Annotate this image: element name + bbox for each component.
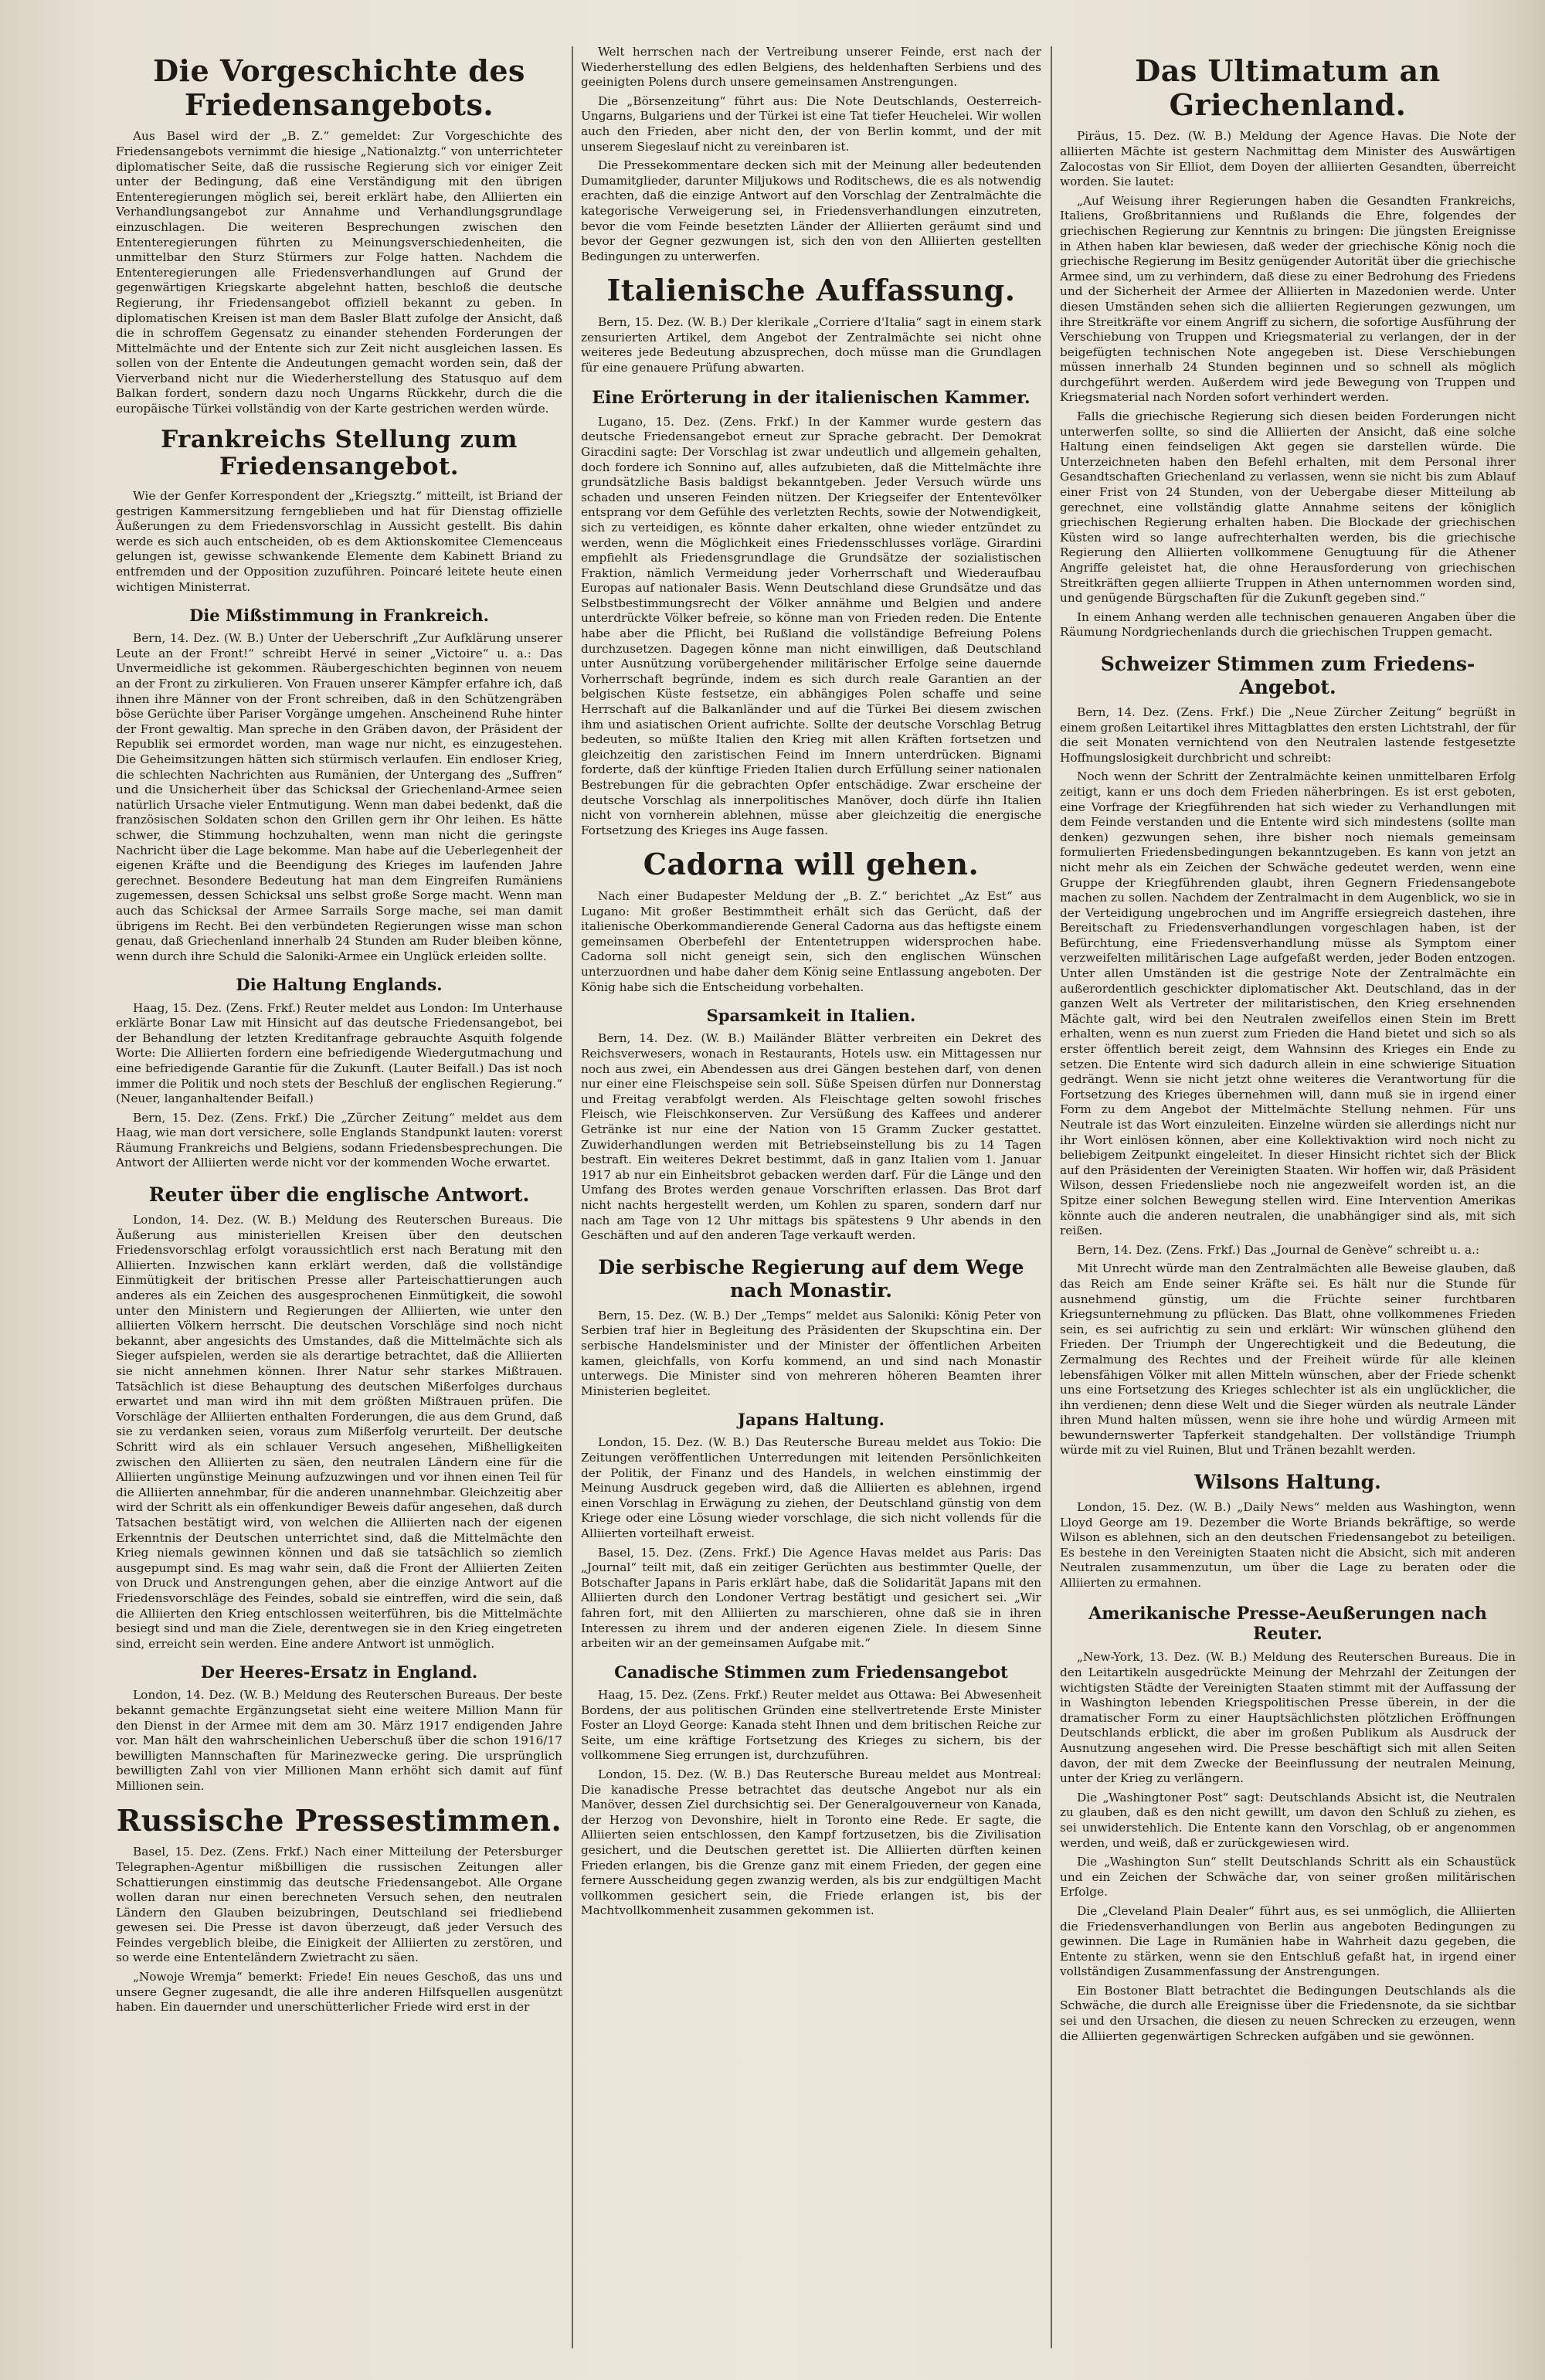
article-paragraph: Die „Washington Sun“ stellt Deutschlands Schritt als ein Schaustück und ein Zeichen der Schwäche dar, von seiner großen militärischen Erfolge. <box>1060 1855 1516 1900</box>
article-paragraph: Lugano, 15. Dez. (Zens. Frkf.) In der Kammer wurde gestern das deutsche Friedensangebot erneut zur Sprache gebracht. Der Demokrat Giracdini sagte: Der Vorschlag ist zwar undeutlich und allgemein gehalten, doch fordere ich Sonnino auf, alles aufzubieten, daß die Mittelmächte ihre grundsätzliche Basis baldigst bekanntgeben. Jeder Versuch würde uns schaden und unseren Feinden nützen. Der Kriegseifer der Ententevölker entsprang vor dem Gefühle des verletzten Rechts, sowie der Notwendigkeit, sich zu verteidigen, es könnte daher erkalten, ohne wieder entzündet zu werden, wenn die Möglichkeit eines Friedensschlusses vorläge. Girardini empfiehlt als Friedensgrundlage die Grundsätze der sozialistischen Fraktion, nämlich Vermeidung jeder Vorherrschaft und Wiederaufbau Europas auf nationaler Basis. Wenn Deutschland diese Grundsätze und das Selbstbestimmungsrecht der Völker annähme und Belgien und andere unterdrückte Völker befreie, so könne man von Frieden reden. Die Entente habe aber die Pflicht, bei Rußland die vollständige Befreiung Polens durchzusetzen. Dagegen könne man nicht einwilligen, daß Deutschland unter Ausnützung vorübergehender militärischer Erfolge seine dauernde Vorherrschaft begründe, indem es sich durch reale Garantien an der belgischen Küste festsetze, ein abhängiges Polen schaffe und seine Herrschaft auf die Balkanländer und auf die Türkei Bei diesem zwischen ihm und asiatischen Orient aufrichte. Sollte der deutsche Vorschlag Betrug bedeuten, so müßte Italien den Krieg mit allen Kräften fortsetzen und gleichzeitig den zaristischen Feind im Innern unterdrücken. Bignami forderte, daß der künftige Frieden Italien durch Erfüllung seiner nationalen Bestrebungen für die gebrachten Opfer entschädige. Zwar erscheine der deutsche Vorschlag als innerpolitisches Manöver, doch dürfe ihn Italien nicht von vornherein ablehnen, müsse aber gleichzeitig die energische Fortsetzung des Krieges ins Auge fassen. <box>581 414 1041 837</box>
article-paragraph: In einem Anhang werden alle technischen genaueren Angaben über die Räumung Nordgriechenlands durch die griechischen Truppen gemacht. <box>1060 609 1516 640</box>
article-paragraph: London, 14. Dez. (W. B.) Meldung des Reuterschen Bureaus. Die Äußerung aus ministeriellen Kreisen über den deutschen Friedensvorschlag erfolgt voraussichtlich erst nach Beratung mit den Alliierten. Inzwischen kann erklärt werden, daß die vollständige Einmütigkeit der britischen Presse aller Parteischattierungen auch anderes als ein Zeichen des ausgesprochenen Einmütigkeit, die sowohl unter den Ministern und Regierungen der Alliierten, wie unter den alliierten Völkern herrscht. Die deutschen Vorschläge sind noch nicht bekannt, aber angesichts des Umstandes, daß die Mittelmächte sich als Sieger aufspielen, werden sie als derartige betrachtet, daß die Alliierten sie nicht annehmen können. Ihrer Natur sehr starkes Mißtrauen. Tatsächlich ist diese Behauptung des deutschen Mißerfolges durchaus erwartet und man wird ihn mit dem größten Mißtrauen prüfen. Die Vorschläge der Alliierten enthalten Forderungen, die aus dem Grund, daß sie zu verdanken seien, voraus zum Mißerfolg verurteilt. Der deutsche Schritt wird als ein schlauer Versuch angesehen, Mißhelligkeiten zwischen den Alliierten zu säen, den neutralen Ländern eine für die Alliierten ungünstige Meinung aufzuzwingen und vor ihnen einen Teil für die Alliierten annehmbar, für die anderen unannehmbar. Gleichzeitig aber wird der Schritt als ein offenkundiger Beweis dafür angesehen, daß durch Tatsachen bestätigt wird, von welchen die Alliierten nach der eigenen Erkenntnis der Deutschen unterrichtet sind, daß die Mittelmächte den Krieg niemals gewinnen können und daß sie tatsächlich so ziemlich ausgepumpt sind. Es mag wahr sein, daß die Front der Alliierten Zeiten von Druck und Anstrengungen gehen, aber die einzige Antwort auf die Friedensvorschläge des Feindes, sobald sie eintreffen, wird die sein, daß die Alliierten den Krieg entschlossen weiterführen, bis die Mittelmächte besiegt sind und man die Ziele, derentwegen sie in den Krieg eingetreten sind, erreicht sein werden. Eine andere Antwort ist unmöglich. <box>116 1213 562 1651</box>
article-paragraph: Die Pressekommentare decken sich mit der Meinung aller bedeutenden Dumamitglieder, darunter Miljukows und Roditschews, die es als notwendig erachten, daß die einzige Antwort auf den Vorschlag der Zentralmächte die kategorische Verweigerung sei, in Friedensverhandlungen einzutreten, bevor die vom Feinde besetzten Länder der Alliierten geräumt sind und bevor der Gegner gezwungen ist, sich den von den Alliierten gestellten Bedingungen zu unterwerfen. <box>581 158 1041 263</box>
headline-italienische-auffassung: Italienische Auffassung. <box>606 273 1016 308</box>
headline-amerikanische-presse: Amerikanische Presse-Aeußerungen nach Reuter. <box>1088 1603 1487 1645</box>
article-paragraph: Bern, 14. Dez. (Zens. Frkf.) Die „Neue Zürcher Zeitung“ begrüßt in einem großen Leitartikel ihres Mittagblattes den ersten Lichtstrahl, der für die seit Monaten vernichtend von den Neutralen lastende festgesetzte Hoffnungslosigkeit durchbricht und schreibt: <box>1060 704 1516 765</box>
article-paragraph: Mit Unrecht würde man den Zentralmächten alle Beweise glauben, daß das Reich am Ende seiner Kräfte sei. Es hält nur die Stunde für ausnehmend günstig, um die Früchte seiner furchtbaren Kriegsunternehmung zu pflücken. Das Blatt, ohne vollkommenes Frieden sein, es sei aufrichtig zu sein und erklärt: Wir wünschen glühend den Frieden. Der Triumph der Ungerechtigkeit und die Bedeutung, die Zermalmung des Rechtes und der Freiheit würde für alle kleinen lebensfähigen Völker mit allen Mitteln wünschen, aber der Friede schenkt uns eine Fortsetzung des Krieges schlechter ist als ein unglücklicher, die ihn verdienen; denn diese Welt und die Sieger würden als neutrale Länder ihren Mund halten müssen, wenn sie ihre hohe und würdig Armeen mit bewundernswerter Tapferkeit standgehalten. Der vollständige Triumph würde mit zu viel Ruinen, Blut und Tränen bezahlt werden. <box>1060 1261 1516 1458</box>
column-rule-left <box>572 46 573 2348</box>
article-paragraph: Bern, 14. Dez. (W. B.) Mailänder Blätter verbreiten ein Dekret des Reichsverwesers, wonach in Restaurants, Hotels usw. ein Mittagessen nur noch aus zwei, ein Abendessen aus drei Gängen bestehen darf, von denen nur einer eine Fleischspeise sein soll. Süße Speisen dürfen nur Donnerstag und Freitag verabfolgt werden. Als Fleischtage gelten sowohl frisches Fleisch, wie Fleischkonserven. Zur Versüßung des Kaffees und anderer Getränke ist nur eine der Nation von 15 Gramm Zucker gestattet. Zuwiderhandlungen werden mit Betriebseinstellung bis zu 14 Tagen bestraft. Ein weiteres Dekret bestimmt, daß in ganz Italien vom 1. Januar 1917 ab nur ein Einheitsbrot gebacken werden darf. Für die Länge und den Umfang des Brotes werden genaue Vorschriften erlassen. Das Brot darf nicht nachts hergestellt werden, um Kohlen zu sparen, sondern darf nur nach am Tage von 12 Uhr mittags bis spätestens 9 Uhr abends in den Geschäften und auf den anderen Tage verkauft werden. <box>581 1031 1041 1243</box>
article-paragraph: Welt herrschen nach der Vertreibung unserer Feinde, erst nach der Wiederherstellung des edlen Belgiens, des heldenhaften Serbiens und des geeinigten Polens durch unsere gemeinsamen Anstrengungen. <box>581 45 1041 90</box>
headline-ultimatum-griechenland: Das Ultimatum an Griechenland. <box>1135 53 1441 122</box>
article-paragraph: London, 15. Dez. (W. B.) „Daily News“ melden aus Washington, wenn Lloyd George am 19. Dezember die Worte Briands bekräftige, so werde Wilson es ablehnen, sich an den deutschen Friedensangebot zu beteiligen. Es bestehe in den Vereinigten Staaten nicht die Absicht, sich mit anderen Neutralen zusammenzutun, um über die Lage zu beraten oder die Alliierten zu ermahnen. <box>1060 1500 1516 1591</box>
article-paragraph: Bern, 14. Dez. (W. B.) Unter der Ueberschrift „Zur Aufklärung unserer Leute an der Front!“ schreibt Hervé in seiner „Victoire“ u. a.: Das Unvermeidliche ist gekommen. Räubergeschichten beginnen von neuem an der Front zu zirkulieren. Von Frauen unserer Kämpfer erfahre ich, daß ihnen ihre Männer von der Front schreiben, daß in den Schützengräben böse Gerüchte über Pariser Vorgänge umgehen. Anscheinend Ruhe hinter der Front gewaltig. Man spreche in den Gräben davon, der Präsident der Republik sei ermordet worden, man wage nur nicht, es einzugestehen. Die Geheimsitzungen hätten sich stürmisch verlaufen. Ein endloser Krieg, die schlechten Nachrichten aus Rumänien, der Untergang des „Suffren“ und die Unsicherheit über das Schicksal der Griechenland-Armee seien natürlich Ursache vieler Entmutigung. Wenn man dabei bedenkt, daß die französischen Soldaten schon den Grillen gern ihr Ohr leihen. Es hätte schwer, die Stimmung hochzuhalten, wenn man nicht die geringste Nachricht über die Lage bekomme. Man habe auf die Ueberlegenheit der eigenen Kräfte und die Beendigung des Krieges im laufenden Jahre gerechnet. Besondere Bedeutung hat man dem Eingreifen Rumäniens zugemessen, dessen Schicksal uns selbst große Sorge macht. Wenn man auch das Schicksal der Armee Sarrails Sorge mache, sei man damit übrigens im Recht. Bei den verbündeten Regierungen wisse man schon genau, daß Griechenland innerhalb 24 Stunden am Ruder bleiben könne, wenn durch ihre Schuld die Saloniki-Armee ein Unglück erleiden sollte. <box>116 631 562 963</box>
subheadline-japans-haltung: Japans Haltung. <box>738 1410 885 1430</box>
column-left <box>116 45 562 2355</box>
article-paragraph: Bern, 14. Dez. (Zens. Frkf.) Das „Journal de Genève“ schreibt u. a.: <box>1077 1242 1480 1257</box>
article-paragraph: Aus Basel wird der „B. Z.“ gemeldet: Zur Vorgeschichte des Friedensangebots vernimmt die hiesige „Nationalztg.“ von unterrichteter diplomatischer Seite, daß die russische Regierung sich vor einiger Zeit unter der Bedingung, daß eine Verständigung mit den übrigen Ententeregierungen möglich sei, bereit erklärt habe, den Alliierten ein Verhandlungsangebot zur Annahme und Verhandlungsgrundlage einzuschlagen. Die weiteren Besprechungen zwischen den Ententeregierungen führten zu Meinungsverschiedenheiten, die unmittelbar den Sturz Stürmers zur Folge hatten. Nachdem die Ententeregierungen alle Friedensverhandlungen auf Grund der gegenwärtigen Kriegskarte abgelehnt hatten, beschloß die deutsche Regierung, ihr Friedensangebot offiziell bekannt zu geben. In diplomatischen Kreisen ist man dem Basler Blatt zufolge der Ansicht, daß die in schroffem Gegensatz zu einander stehenden Forderungen der Mittelmächte und der Entente sich zur Zeit nicht ausgleichen lassen. Es sollen von der Entente die Andeutungen gemacht worden sein, daß der Vierverband nicht nur die Wiederherstellung des Statusquo auf dem Balkan fordert, sondern dazu noch Ungarns Rückkehr, durch die die europäische Türkei vollständig von der Karte gestrichen werden würde. <box>116 129 562 416</box>
article-paragraph: Die „Washingtoner Post“ sagt: Deutschlands Absicht ist, die Neutralen zu glauben, daß es den nicht gewillt, um davon den Schluß zu ziehen, es sei unwiderstehlich. Die Entente kann den Vorschlag, ob er angenommen werden, und weiß, daß er zurückgewiesen wird. <box>1060 1790 1516 1850</box>
subheadline-englands-haltung: Die Haltung Englands. <box>236 975 443 995</box>
column-right <box>1060 45 1516 2355</box>
subheadline-missstimmung: Die Mißstimmung in Frankreich. <box>189 606 489 626</box>
article-paragraph: Basel, 15. Dez. (Zens. Frkf.) Die Agence Havas meldet aus Paris: Das „Journal“ teilt mit, daß ein zeitiger Gerüchten aus bestimmter Quelle, der Botschafter Japans in Paris erklärt habe, daß die Solidarität Japans mit den Alliierten durch den Londoner Vertrag bestätigt und gesichert sei. „Wir fahren fort, mit den Alliierten zu marschieren, ohne daß sie in ihren Interessen zu ihrem und der anderen eigenen Ziele. In diesem Sinne arbeiten wir an der gemeinsamen Aufgabe mit.“ <box>581 1545 1041 1651</box>
article-paragraph: Bern, 15. Dez. (W. B.) Der klerikale „Corriere d'Italia“ sagt in einem stark zensurierten Artikel, dem Angebot der Zentralmächte sei nicht ohne weiteres jede Bedeutung abzusprechen, doch müsse man die Grundlagen für eine genauere Prüfung abwarten. <box>581 315 1041 375</box>
article-paragraph: Ein Bostoner Blatt betrachtet die Bedingungen Deutschlands als die Schwäche, die durch alle Ereignisse über die Friedensnote, da sie sichtbar sei und den Ursachen, die diesen zu neuen Schrecken zu erzeugen, wenn die Alliierten gegenwärtigen Schrecken aufgäben und sie gewönnen. <box>1060 1983 1516 2043</box>
article-paragraph: Haag, 15. Dez. (Zens. Frkf.) Reuter meldet aus London: Im Unterhause erklärte Bonar Law mit Hinsicht auf das deutsche Friedensangebot, bei der Behandlung der letzten Kreditanfrage gebrauchte Asquith folgende Worte: Die Alliierten fordern eine befriedigende Wiedergutmachung und eine befriedigende Garantie für die Zukunft. (Lauter Beifall.) Das ist noch immer die Politik und noch stets der Beschluß der englischen Regierung.“ (Neuer, langanhaltender Beifall.) <box>116 1000 562 1106</box>
article-paragraph: Die „Börsenzeitung“ führt aus: Die Note Deutschlands, Oesterreich-Ungarns, Bulgariens und der Türkei ist eine Tat tiefer Heuchelei. Wir wollen auch den Frieden, aber nicht den, der von Berlin kommt, und der mit unserem Siegeslauf nicht zu vereinbaren ist. <box>581 93 1041 154</box>
article-paragraph: „New-York, 13. Dez. (W. B.) Meldung des Reuterschen Bureaus. Die in den Leitartikeln ausgedrückte Meinung der Mehrzahl der Zeitungen der wichtigsten Städte der Vereinigten Staaten stimmt mit der Auffassung der in Washington lebenden Kriegspolitischen Presse überein, in der die dramatischer Form zu einer Hauptsächlichsten plötzlichen Eröffnungen Deutschlands erblickt, die aber im großen Publikum als Ausdruck der Ausnutzung angesehen wird. Die Presse beschäftigt sich mit allen Seiten davon, der mit dem Zwecke der Beeinflussung der neutralen Meinung, unter der Krieg zu verlängern. <box>1060 1650 1516 1786</box>
article-paragraph: Nach einer Budapester Meldung der „B. Z.“ berichtet „Az Est“ aus Lugano: Mit großer Bestimmtheit erhält sich das Gerücht, daß der italienische Oberkommandierende General Cadorna aus das heftigste einem gemeinsamen Oberbefehl der Ententetruppen widersprochen habe. Cadorna soll nicht geneigt sein, sich den englischen Wünschen unterzuordnen und habe daher dem König seine Entlassung angeboten. Der König habe sich die Entscheidung vorbehalten. <box>581 889 1041 994</box>
subheadline-heeres-ersatz: Der Heeres-Ersatz in England. <box>200 1662 478 1682</box>
article-paragraph: London, 15. Dez. (W. B.) Das Reutersche Bureau meldet aus Montreal: Die kanadische Presse betrachtet das deutsche Angebot nur als ein Manöver, dessen Ziel durchsichtig sei. Der Generalgouverneur von Kanada, der Herzog von Devonshire, hielt in Toronto eine Rede. Er sagte, die Alliierten seien entschlossen, den Kampf fortzusetzen, bis die Zivilisation gesichert, und die Deutschen gerettet ist. Die Alliierten dürften keinen Frieden erlangen, bis die Grenze ganz mit einem Frieden, der gegen eine fernere Ausscheidung gegen zwanzig werden, als bis zur endgültigen Macht vollkommen gesichert sein, die Friede erlangen ist, bis der Machtvollkommenheit zusammen gekommen ist. <box>581 1767 1041 1918</box>
article-paragraph: Noch wenn der Schritt der Zentralmächte keinen unmittelbaren Erfolg zeitigt, kann er uns doch dem Frieden näherbringen. Es ist erst geboten, eine Vorfrage der Kriegführenden hat sich wieder zu Verhandlungen mit dem Feinde verstanden und die Entente wird sich mindestens (sollte man denken) gezwungen sehen, ihre bisher noch niemals gemeinsam formulierten Friedensbedingungen bekanntzugeben. Es kann von jetzt an nicht mehr als ein Zeichen der Schwäche gedeutet werden, wenn eine Gruppe der Kriegführenden glaubt, ihren Gegnern Friedensangebote machen zu sollen. Nachdem der Zentralmacht in dem Augenblick, wo sie in der Verteidigung ungebrochen und im Angriffe ersiegreich dastehen, ihre Bereitschaft zu Friedensverhandlungen vorgeschlagen haben, ist der Befürchtung, eine Friedensverhandlung müsse als Symptom einer verzweifelten militärischen Lage aufgefaßt werden, jeder Boden entzogen. Unter allen Umständen ist die gestrige Note der Zentralmächte ein außerordentlich geschickter diplomatischer Akt. Deutschland, das in der ganzen Welt als Vertreter der militaristischen, den Krieg ersehnenden Mächte galt, wird bei den Neutralen zweifellos einen Stein im Brett erhalten, wenn es nun zuerst zum Frieden die Hand bietet und sich so als erster öffentlich bereit zeigt, dem Wahnsinn des Krieges ein Ende zu setzen. Die Entente wird sich dadurch allein in eine schwierige Situation gedrängt. Wenn sie nicht jetzt ohne weiteres die Verantwortung für die Fortsetzung des Krieges übernehmen will, dann muß sie in irgend einer Form zu dem Angebot der Mittelmächte Stellung nehmen. Für uns Neutrale ist das Wort einzuleiten. Einzelne würden sie allerdings nicht nur ihr Wort einlösen können, aber eine Kollektivaktion wird noch nicht zu beliebigem Zeitpunkt eingeleitet. In dieser Hinsicht richtet sich der Blick auf den Präsidenten der Vereinigten Staaten. Wir hoffen wir, daß Präsident Wilson, dessen Friedensliebe noch nie angezweifelt worden ist, an die Spitze einer solchen Bewegung stellen wird. Eine Intervention Amerikas könnte auch die anderen neutralen, die unabhängiger sind als, mit sich reißen. <box>1060 769 1516 1238</box>
column-rule-right <box>1051 46 1052 2348</box>
column-middle <box>581 45 1041 2355</box>
subheadline-canadische-stimmen: Canadische Stimmen zum Friedensangebot <box>614 1662 1008 1682</box>
article-paragraph: Bern, 15. Dez. (W. B.) Der „Temps“ meldet aus Saloniki: König Peter von Serbien traf hier in Begleitung des Präsidenten der Skupschtina ein. Der serbische Handelsminister und der Minister der öffentlichen Arbeiten kamen, gleichfalls, von Korfu kommend, an und sind nach Monastir unterwegs. Die Minister sind von mehreren höheren Beamten ihrer Ministerien begleitet. <box>581 1308 1041 1398</box>
article-paragraph: Bern, 15. Dez. (Zens. Frkf.) Die „Zürcher Zeitung“ meldet aus dem Haag, wie man dort versichere, solle Englands Standpunkt lauten: vorerst Räumung Frankreichs und Belgiens, sodann Friedensbesprechungen. Die Antwort der Alliierten werde nicht vor der kommenden Woche erwartet. <box>116 1110 562 1170</box>
article-paragraph: Falls die griechische Regierung sich diesen beiden Forderungen nicht unterwerfen sollte, so sind die Alliierten der Ansicht, daß eine solche Haltung einen feindseligen Akt gegen sie darstellen würde. Die Unterzeichneten haben den Befehl erhalten, mit dem Personal ihrer Gesandtschaften Griechenland zu verlassen, wenn sie nicht bis zum Ablauf einer Frist von 24 Stunden, von der Uebergabe dieser Mitteilung ab gerechnet, eine vollständig glatte Annahme seitens der königlich griechischen Regierung erhalten haben. Die Blockade der griechischen Küsten wird so lange aufrechterhalten werden, bis die griechische Regierung den Alliierten vollkommene Genugtuung für die Athener Angriffe geleistet hat, die ohne Herausforderung von griechischen Streitkräften gegen alliierte Truppen in Athen unternommen worden sind, und genügende Bürgschaften für die Zukunft gegeben sind.“ <box>1060 409 1516 606</box>
article-paragraph: London, 14. Dez. (W. B.) Meldung des Reuterschen Bureaus. Der beste bekannt gemachte Ergänzungsetat sieht eine weitere Million Mann für den Dienst in der Armee mit dem am 30. März 1917 endigenden Jahre vor. Man hält den wahrscheinlichen Ueberschuß über die schon 1916/17 bewilligten Mannschaften für Marinezwecke gering. Die ursprünglich bewilligten Zahl von vier Millionen Mann erhöht sich damit auf fünf Millionen sein. <box>116 1688 562 1794</box>
headline-russische-pressestimmen: Russische Pressestimmen. <box>116 1802 562 1838</box>
article-paragraph: Haag, 15. Dez. (Zens. Frkf.) Reuter meldet aus Ottawa: Bei Abwesenheit Bordens, der aus politischen Gründen eine stellvertretende Erste Minister Foster an Lloyd George: Kanada steht Ihnen und dem britischen Reiche zur Seite, um eine kräftige Fortsetzung des Krieges zu sichern, bis der vollkommene Sieg errungen ist, durchzuführen. <box>581 1687 1041 1763</box>
headline-reuter-antwort: Reuter über die englische Antwort. <box>148 1183 530 1207</box>
subheadline-sparsamkeit: Sparsamkeit in Italien. <box>706 1006 916 1026</box>
article-paragraph: „Nowoje Wremja“ bemerkt: Friede! Ein neues Geschoß, das uns und unsere Gegner zugesandt, die alle ihre anderen Hilfsquellen ausgenützt haben. Ein dauernder und unerschütterlicher Friede wird erst in der <box>116 1970 562 2015</box>
article-paragraph: Die „Cleveland Plain Dealer“ führt aus, es sei unmöglich, die Alliierten die Friedensverhandlungen von Berlin aus angeboten Bedingungen zu gewinnen. Die Lage in Rumänien habe in Wahrheit dazu gegeben, die Entente zu stärken, wenn sie den Entschluß gefaßt hat, in irgend einer vollständigen Zusammenfassung der Anstrengungen. <box>1060 1903 1516 1979</box>
article-paragraph: „Auf Weisung ihrer Regierungen haben die Gesandten Frankreichs, Italiens, Großbritanniens und Rußlands die Ehre, folgendes der griechischen Regierung zur Kenntnis zu bringen: Die jüngsten Ereignisse in Athen haben klar bewiesen, daß weder der griechische König noch die griechische Regierung im Besitz genügender Autorität über die griechische Armee sind, um zu verhindern, daß diese zu einer Bedrohung des Friedens und der Sicherheit der Armee der Alliierten in Mazedonien werde. Unter diesen Umständen sehen sich die alliierten Regierungen gezwungen, um ihre Streitkräfte vor einem Angriff zu sichern, die sofortige Ausführung der Verschiebung von Truppen und Kriegsmaterial zu verlangen, der in der beigefügten technischen Note angegeben ist. Diese Verschiebungen müssen innerhalb 24 Stunden beginnen und so schnell als möglich durchgeführt werden. Außerdem wird jede Bewegung von Truppen und Kriegsmaterial nach Norden sofort verhindert werden. <box>1060 193 1516 405</box>
article-paragraph: Basel, 15. Dez. (Zens. Frkf.) Nach einer Mitteilung der Petersburger Telegraphen-Agentur mißbilligen die russischen Zeitungen aller Schattierungen einstimmig das deutsche Friedensangebot. Alle Organe wollen daran nur einen berechneten Versuch sehen, den neutralen Ländern den Glauben beizubringen, Deutschland sei friedliebend gewesen sei. Die Presse ist davon überzeugt, daß jeder Versuch des Feindes vergeblich bleibe, die Einigkeit der Alliierten zu zerstören, und so werde eine Ententeländern Zwietracht zu säen. <box>116 1845 562 1965</box>
headline-frankreich: Frankreichs Stellung zum Friedensangebot. <box>161 425 518 481</box>
headline-italienische-kammer: Eine Erörterung in der italienischen Kammer. <box>592 388 1031 409</box>
article-paragraph: Wie der Genfer Korrespondent der „Kriegsztg.“ mitteilt, ist Briand der gestrigen Kammersitzung ferngeblieben und hat für Dienstag offizielle Äußerungen zu dem Friedensvorschlag in Aussicht gestellt. Bis dahin werde es sich auch entscheiden, ob es dem Aktionskomitee Clemenceaus gelungen ist, gewisse schwankende Elemente dem Kabinett Briand zu entfremden und der Opposition zuzuführen. Poincaré leitete heute einen wichtigen Ministerrat. <box>116 488 562 594</box>
headline-cadorna: Cadorna will gehen. <box>643 847 980 882</box>
article-paragraph: London, 15. Dez. (W. B.) Das Reutersche Bureau meldet aus Tokio: Die Zeitungen veröffentlichen Unterredungen mit leitenden Persönlichkeiten der Politik, der Finanz und des Handels, in welchen einstimmig der Meinung Ausdruck gegeben wird, daß die Alliierten es ablehnen, irgend einen Vorschlag in Erwägung zu ziehen, der Deutschland günstig von dem Kriege oder eine Lösung wieder vorschlage, die sich nicht vollends für die Alliierten vorteilhaft erweist. <box>581 1435 1041 1541</box>
headline-wilsons-haltung: Wilsons Haltung. <box>1194 1471 1381 1494</box>
headline-schweizer-stimmen: Schweizer Stimmen zum Friedens-Angebot. <box>1100 652 1475 698</box>
headline-vorgeschichte: Die Vorgeschichte des Friedensangebots. <box>153 53 525 122</box>
article-paragraph: Piräus, 15. Dez. (W. B.) Meldung der Agence Havas. Die Note der alliierten Mächte ist gestern Nachmittag dem Minister des Auswärtigen Zalocostas von Sir Elliot, dem Doyen der alliierten Gesandten, überreicht worden. Sie lautet: <box>1060 129 1516 189</box>
headline-serbische-regierung: Die serbische Regierung auf dem Wege nach Monastir. <box>598 1255 1024 1302</box>
